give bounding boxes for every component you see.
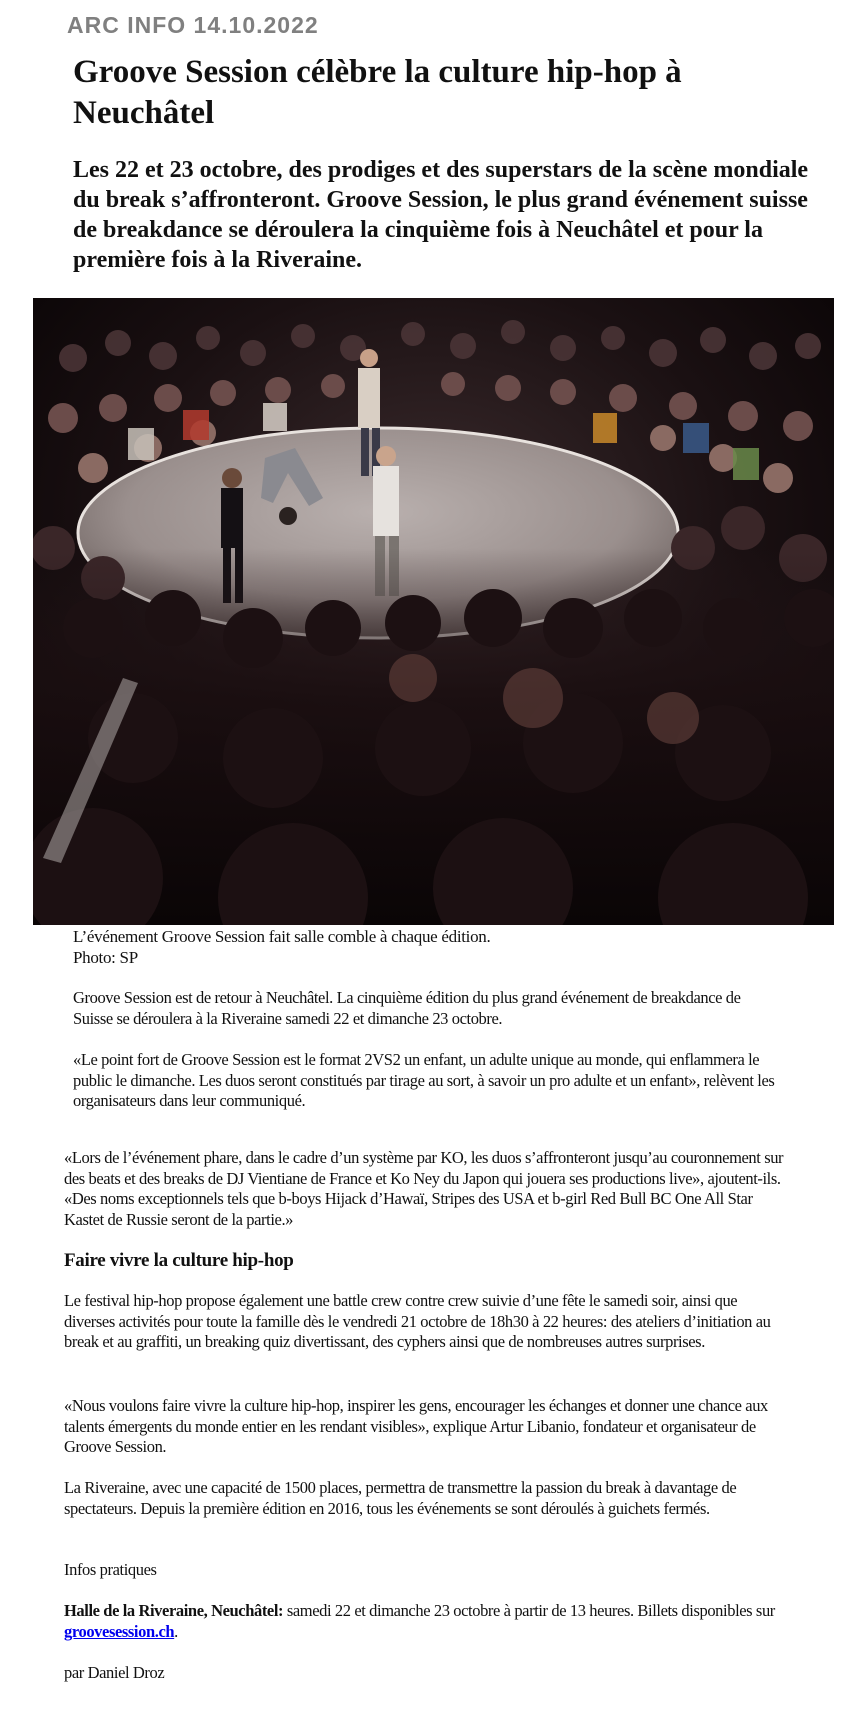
photo-caption	[73, 926, 813, 968]
section-heading: Faire vivre la culture hip-hop	[64, 1250, 294, 1271]
source-line: ARC INFO 14.10.2022	[67, 12, 319, 38]
tickets-link[interactable]: groovesession.ch	[64, 1621, 175, 1641]
byline: par Daniel Droz	[64, 1663, 165, 1682]
paragraph-2: «Le point fort de Groove Session est le format 2VS2 un enfant, un adulte unique au monde, qui enflammera le public le dimanche. Les duos seront constitués par tirage au sort, à savoir un pro adulte et un enfant», relèvent les organisateurs dans leur communiqué.	[73, 1050, 775, 1110]
photo-credit: Photo: SP	[73, 948, 138, 967]
breakdance-crowd-photo	[33, 298, 834, 925]
paragraph-4: Le festival hip-hop propose également une battle crew contre crew suivie d’une fête le samedi soir, ainsi que diverses activités pour toute la famille dès le vendredi 21 octobre de 18h30 à 22 heures: des ateliers d’initiation au break et au graffiti, un breaking quiz divertissant, des cyphers ainsi que de nombreuses autres surprises.	[64, 1291, 771, 1351]
practical-info-label: Infos pratiques	[64, 1560, 157, 1579]
practical-info	[64, 1601, 780, 1642]
venue-details: samedi 22 et dimanche 23 octobre à partir de 13 heures. Billets disponibles sur	[283, 1601, 775, 1620]
paragraph-6: La Riveraine, avec une capacité de 1500 places, permettra de transmettre la passion du break à davantage de spectateurs. Depuis la première édition en 2016, tous les événements se sont déroulés à guichets fermés.	[64, 1478, 737, 1518]
paragraph-5: «Nous voulons faire vivre la culture hip-hop, inspirer les gens, encourager les échanges et donner une chance aux talents émergents du monde entier en les rendant visibles», explique Artur Libanio, fondateur et organisateur de Groove Session.	[64, 1396, 768, 1456]
headline: Groove Session célèbre la culture hip-hop à Neuchâtel	[73, 54, 682, 131]
venue-name: Halle de la Riveraine, Neuchâtel:	[64, 1601, 284, 1620]
caption-text: L’événement Groove Session fait salle comble à chaque édition.	[73, 927, 491, 946]
lead-paragraph: Les 22 et 23 octobre, des prodiges et des superstars de la scène mondiale du break s’affronteront. Groove Session, le plus grand événement suisse de breakdance se déroulera la cinquième fois à Neuchâtel et pour la première fois à la Riveraine.	[73, 157, 809, 273]
link-period: .	[174, 1621, 178, 1641]
paragraph-3: «Lors de l’événement phare, dans le cadre d’un système par KO, les duos s’affronteront jusqu’au couronnement sur des beats et des breaks de DJ Vientiane de France et Ko Ney du Japon qui jouera ses productions live», ajoutent-ils. «Des noms exceptionnels tels que b-boys Hijack d’Hawaï, Stripes des USA et b-girl Red Bull BC One All Star Kastet de Russie seront de la partie.»	[64, 1148, 784, 1229]
paragraph-1: Groove Session est de retour à Neuchâtel. La cinquième édition du plus grand événement de breakdance de Suisse se déroulera à la Riveraine samedi 22 et dimanche 23 octobre.	[73, 988, 741, 1028]
event-photo	[33, 298, 834, 925]
